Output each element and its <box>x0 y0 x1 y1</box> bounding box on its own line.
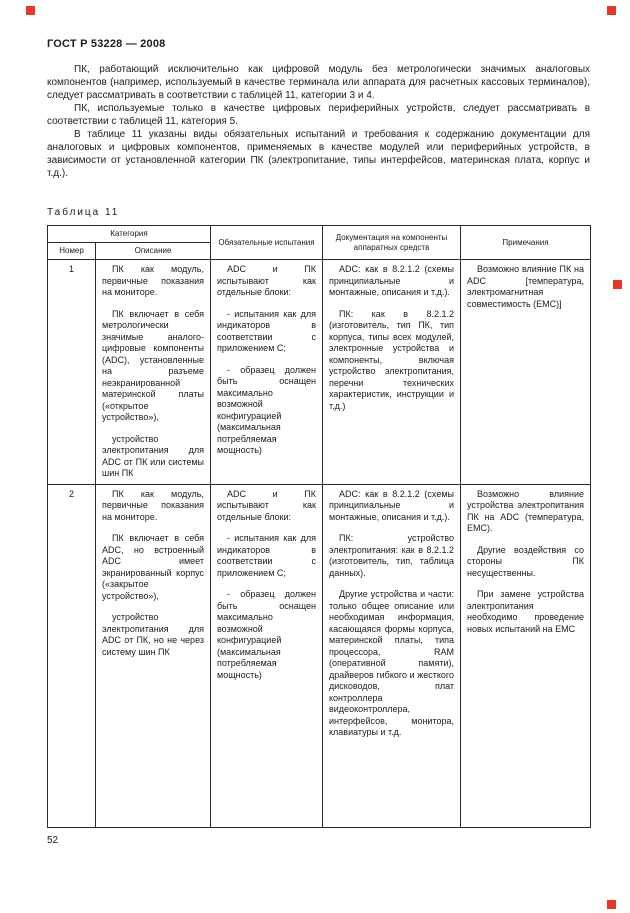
cell-notes: Возможно влияние устройства электропитания ПК на ADC (температура, EMC). Другие воздействия со стороны ПК несущественны. При замене устройства электропитания необходимо проведение новых испытаний на EMC <box>461 484 591 827</box>
cell-tests: ADC и ПК испытывают как отдельные блоки: - испытания как для индикаторов в соответствии с приложением C; - образец должен быть оснащен максимально возможной конфигурацией (максимальная потребляемая мощность) <box>211 260 323 485</box>
col-header-number: Номер <box>48 243 96 260</box>
doc-header-title: ГОСТ Р 53228 — 2008 <box>47 38 166 50</box>
registration-mark <box>26 6 35 15</box>
col-header-description: Описание <box>96 243 211 260</box>
col-header-tests: Обязательные испытания <box>211 226 323 260</box>
cell-documentation: ADC: как в 8.2.1.2 (схемы принципиальные и монтажные, описания и т.д.). ПК: устройство электропитания: как в 8.2.1.2 (изготовитель, тип, таблица данных). Другие устройства и части: только общее описание или необходимая информация, касающаяся формы корпуса, материнской платы, типа процессора, RAM (оперативной памяти), драйверов гибкого и жесткого дисководов, плат контроллера видеоконтроллера, интерфейсов, монитора, клавиатуры и т.д. <box>323 484 461 827</box>
table-label: Таблица 11 <box>47 207 120 218</box>
cell-number: 2 <box>48 484 96 827</box>
registration-mark <box>613 280 622 289</box>
cell-documentation: ADC: как в 8.2.1.2 (схемы принципиальные и монтажные, описания и т.д.). ПК: как в 8.2.1.2 (изготовитель, тип ПК, тип корпуса, типы всех модулей, электронные устройства и компоненты, включая устройство электропитания, перечни технических характеристик, инструкции и т.д.) <box>323 260 461 485</box>
page-number: 52 <box>47 834 59 846</box>
body-text <box>47 63 590 180</box>
col-header-notes: Примечания <box>461 226 591 260</box>
paragraph: В таблице 11 указаны виды обязательных испытаний и требования к содержанию документации для аналоговых и цифровых компонентов, применяемых в качестве модулей или периферийных устройств, в зависимости от установленной категории ПК (электропитание, типы интерфейсов, материнская плата, корпус и т.д.). <box>47 129 590 179</box>
table-row <box>48 260 591 485</box>
table-header <box>48 226 591 260</box>
cell-notes: Возможно влияние ПК на ADC [температура, электромагнитная совместимость (EMC)] <box>461 260 591 485</box>
col-header-category: Категория <box>48 226 211 243</box>
cell-description: ПК как модуль, первичные показания на мониторе. ПК включает в себя ADC, но встроенный ADC имеет экранированный корпус («закрытое устройство»), устройство электропитания для ADC от ПК, но не через систему шин ПК <box>96 484 211 827</box>
cell-number: 1 <box>48 260 96 485</box>
cell-description: ПК как модуль, первичные показания на мониторе. ПК включает в себя метрологически значимые аналого-цифровые компоненты (ADC), установленные на разъеме неэкранированной материнской платы («открытое устройство»), устройство электропитания для ADC от ПК или системы шин ПК <box>96 260 211 485</box>
col-header-documentation: Документация на компоненты аппаратных средств <box>323 226 461 260</box>
table-row <box>48 484 591 827</box>
paragraph: ПК, работающий исключительно как цифровой модуль без метрологически значимых аналоговых компонентов (например, используемый в качестве терминала или аппарата для расчетных кассовых терминалов), следует рассматривать в соответствии с таблицей 11, категории 3 и 4. <box>47 64 590 101</box>
cell-tests: ADC и ПК испытывают как отдельные блоки: - испытания как для индикаторов в соответствии с приложением C; - образец должен быть оснащен максимально возможной конфигурацией (максимальная потребляемая мощность) <box>211 484 323 827</box>
registration-mark <box>607 6 616 15</box>
registration-mark <box>607 900 616 909</box>
paragraph: ПК, используемые только в качестве цифровых периферийных устройств, следует рассматривать в соответствии с таблицей 11, категория 5. <box>47 103 590 127</box>
table-11 <box>47 225 591 828</box>
